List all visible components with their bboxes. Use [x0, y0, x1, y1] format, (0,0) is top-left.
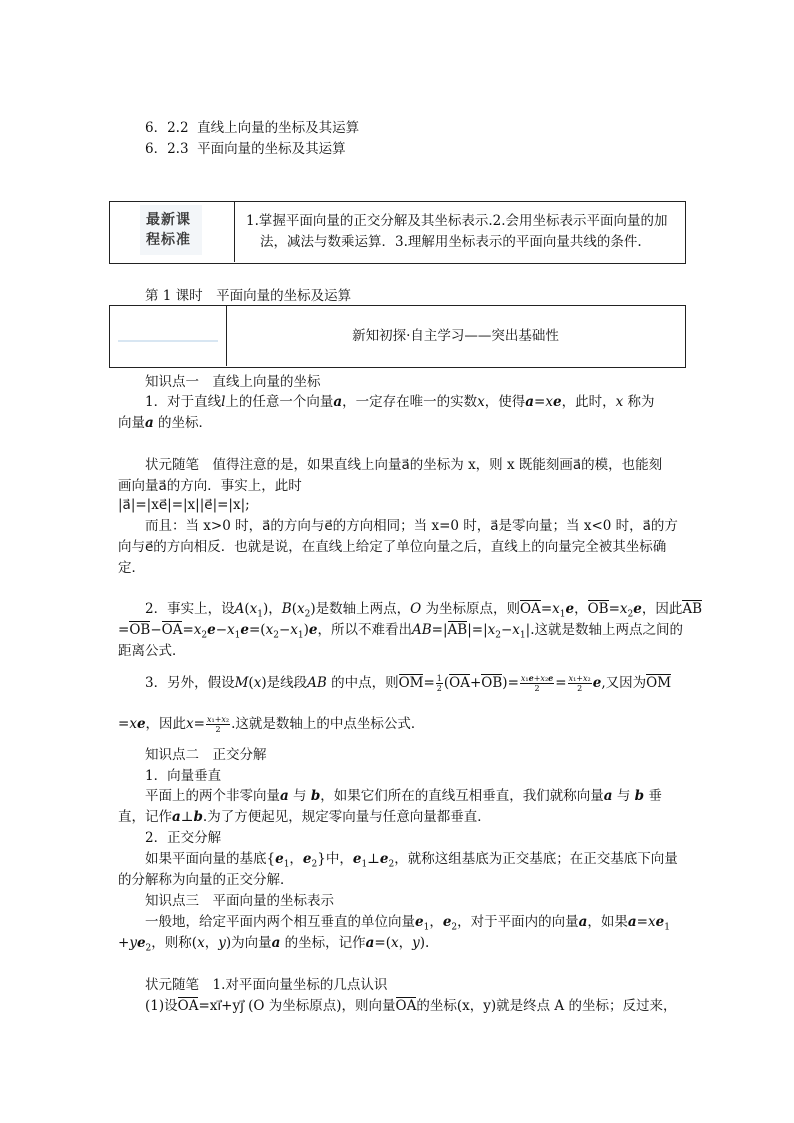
k2-s1-title: 1．向量垂直: [145, 768, 222, 784]
k1-note-line6: 定．: [118, 560, 145, 576]
k1-p2-line2: $=OB-OA=x_2e-x_1e=(x_2-x_1)e$，所以不难看出$AB=|AB|=|x_2-x_1|$.这就是数轴上两点之间的: [118, 622, 684, 641]
k3-note-title: 状元随笔 1.对平面向量坐标的几点认识: [145, 977, 388, 993]
k1-p1-line1: 1．对于直线l上的任意一个向量a，一定存在唯一的实数x，使得a=xe，此时，x 称为: [145, 394, 655, 410]
section-decor-line: [118, 340, 218, 342]
k1-p2-line3: 距离公式．: [118, 643, 186, 659]
k1-p2-line1: 2．事实上，设$A(x_1)$，$B(x_2)$是数轴上两点，O 为坐标原点，则$OA=x_1e$，$OB=x_2e$，因此AB: [145, 601, 703, 620]
k1-note-line2: 画向量a⃗的方向．事实上，此时: [118, 478, 302, 494]
k3-line2: $+ye_2$，则称(x，y)为向量a 的坐标，记作a=(x，y).: [118, 935, 430, 954]
k1-p3-line2: =xe，因此x= $\frac{\text{x₁+x₂}}{2}$ .这就是数轴上的中点坐标公式．: [118, 715, 425, 734]
standard-box-divider: [234, 201, 235, 262]
k1-p1-line2: 向量a 的坐标．: [118, 415, 213, 431]
k1-note-line1: 状元随笔 值得注意的是，如果直线上向量a⃗的坐标为 x，则 x 既能刻画a⃗的模，也能刻: [145, 457, 663, 473]
toc-number: 6．2.3: [145, 141, 189, 157]
standard-text: 1.掌握平面向量的正交分解及其坐标表示.2.会用坐标表示平面向量的加 法，减法与数乘运算．3.理解用坐标表示的平面向量共线的条件.: [246, 213, 668, 250]
k2-s2-line2: 的分解称为向量的正交分解．: [118, 872, 294, 888]
k2-s2-line1: 如果平面向量的基底{$e_1$，$e_2$}中，$e_1\perp e_2$，就称这组基底为正交基底；在正交基底下向量: [145, 851, 678, 870]
k1-note-line4: 而且：当 x>0 时，a⃗的方向与e⃗的方向相同；当 x=0 时，a⃗是零向量；当 x<0 时，a⃗的方: [145, 518, 678, 534]
k3-line1: 一般地，给定平面内两个相互垂直的单位向量$e_1$，$e_2$，对于平面内的向量a，如果$a=xe_1$: [145, 914, 670, 933]
k3-note-line1: (1)设OA=xi⃗+yj⃗ (O 为坐标原点)，则向量OA的坐标(x，y)就是终点 A 的坐标；反过来，: [145, 998, 677, 1014]
k2-s2-title: 2．正交分解: [145, 830, 222, 846]
section-title: 新知初探·自主学习——突出基础性: [352, 328, 559, 344]
toc-text: 平面向量的坐标及其运算: [197, 141, 346, 157]
toc-number: 6．2.2: [145, 120, 189, 136]
k1-note-line5: 向与e⃗的方向相反．也就是说，在直线上给定了单位向量之后，直线上的向量完全被其坐标确: [118, 539, 667, 555]
k1-p3-line1: 3．另外，假设M(x)是线段AB 的中点，则OM= $\frac{1}{2}$ (OA+OB)= $\frac{\text{x₁e+x₂e}}{2}$ = $\frac{\text{x₁+x₂}}{2}$ e,又因为OM: [145, 673, 672, 693]
k1-heading: 知识点一 直线上向量的坐标: [145, 374, 321, 390]
k1-note-line3: |a⃗|=|xe⃗|=|x||e⃗|=|x|;: [118, 497, 250, 513]
k2-s1-line2: 直，记作a⊥b.为了方便起见，规定零向量与任意向量都垂直．: [118, 809, 491, 825]
k3-heading: 知识点三 平面向量的坐标表示: [145, 893, 334, 909]
toc-text: 直线上向量的坐标及其运算: [197, 120, 360, 136]
toc-line-2: [145, 139, 346, 159]
lesson-title: 第 1 课时 平面向量的坐标及运算: [145, 288, 352, 304]
k2-heading: 知识点二 正交分解: [145, 747, 267, 763]
standard-badge-text: 最新课 程标准: [146, 212, 191, 248]
toc-line-1: [145, 118, 359, 138]
k2-s1-line1: 平面上的两个非零向量a 与 b，如果它们所在的直线互相垂直，我们就称向量a 与 b 垂: [145, 788, 662, 804]
